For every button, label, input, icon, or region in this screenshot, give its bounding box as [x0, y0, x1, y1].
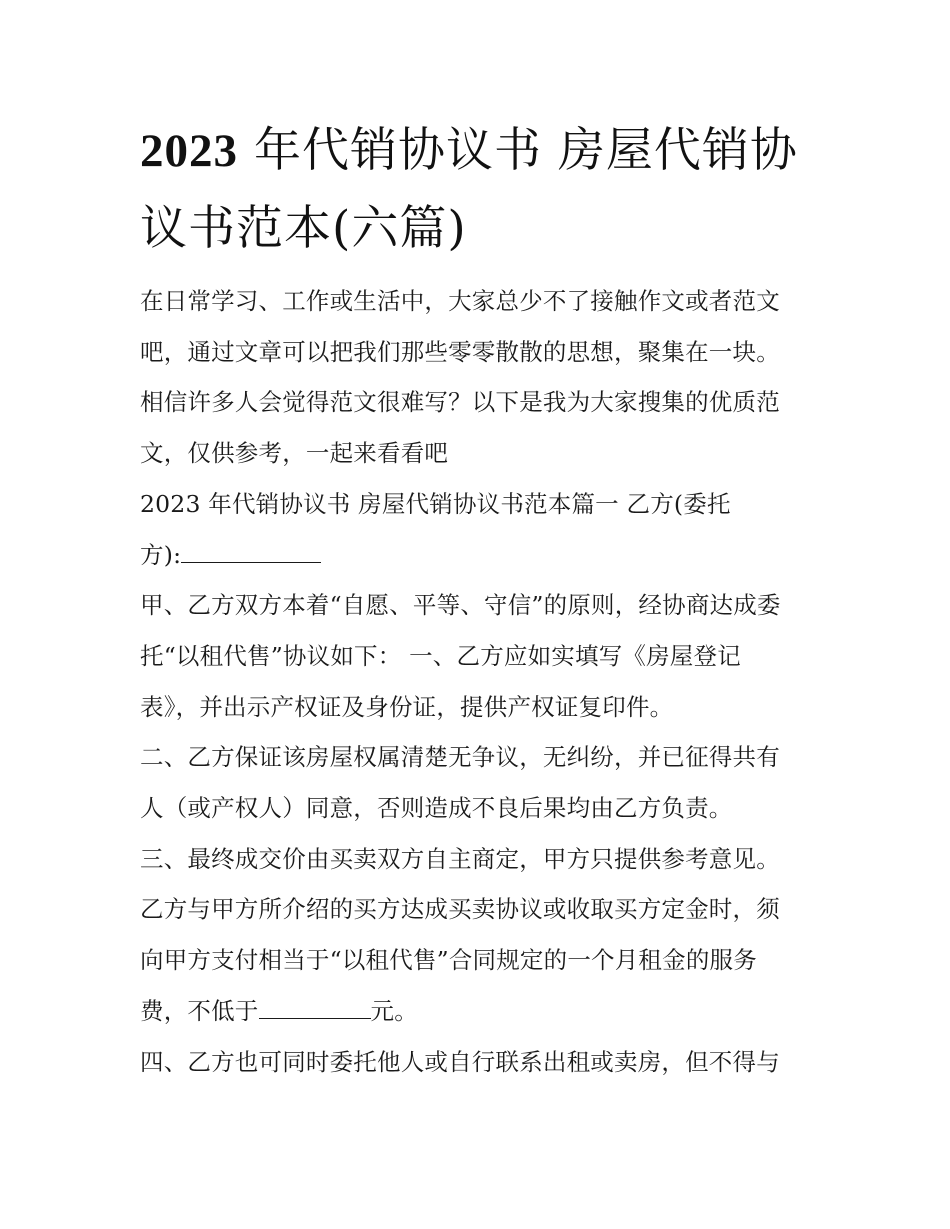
- paragraph-line: 向甲方支付相当于“以租代售”合同规定的一个月租金的服务: [140, 946, 757, 975]
- document-title: [140, 112, 820, 267]
- paragraph-line: 甲、乙方双方本着“自愿、平等、守信”的原则，经协商达成委: [140, 591, 781, 620]
- paragraph-line: 三、最终成交价由买卖双方自主商定，甲方只提供参考意见。: [140, 844, 780, 873]
- paragraph-line: [140, 986, 820, 1037]
- title-year: 2023: [140, 125, 238, 177]
- paragraph-line: 二、乙方保证该房屋权属清楚无争议，无纠纷，并已征得共有: [140, 743, 780, 772]
- section-heading-text: 方):: [140, 540, 182, 569]
- section-heading-line: [140, 530, 820, 581]
- paragraph-line: 表》，并出示产权证及身份证，提供产权证复印件。: [140, 692, 674, 721]
- paragraph-line: 乙方与甲方所介绍的买方达成买卖协议或收取买方定金时，须: [140, 895, 780, 924]
- document-body: [140, 276, 820, 1087]
- fill-in-blank: [181, 540, 321, 563]
- paragraph-line: 托“以租代售”协议如下： 一、乙方应如实填写《房屋登记: [140, 641, 741, 670]
- paragraph-line: 四、乙方也可同时委托他人或自行联系出租或卖房，但不得与: [140, 1047, 780, 1076]
- fill-in-blank: [259, 996, 371, 1019]
- intro-line: 在日常学习、工作或生活中，大家总少不了接触作文或者范文: [140, 287, 780, 315]
- paragraph-text: 元。: [370, 996, 418, 1025]
- intro-line: 相信许多人会觉得范文很难写？以下是我为大家搜集的优质范: [140, 388, 780, 417]
- paragraph-line: 人（或产权人）同意，否则造成不良后果均由乙方负责。: [140, 794, 733, 823]
- title-text: 年代销协议书 房屋代销协议书范本(六篇): [140, 123, 798, 256]
- section-heading-line: 2023 年代销协议书 房屋代销协议书范本篇一 乙方(委托: [140, 489, 731, 518]
- intro-line: 文，仅供参考，一起来看看吧: [140, 439, 449, 468]
- paragraph-text: 费，不低于: [140, 996, 259, 1025]
- intro-line: 吧，通过文章可以把我们那些零零散散的思想，聚集在一块。: [140, 337, 780, 366]
